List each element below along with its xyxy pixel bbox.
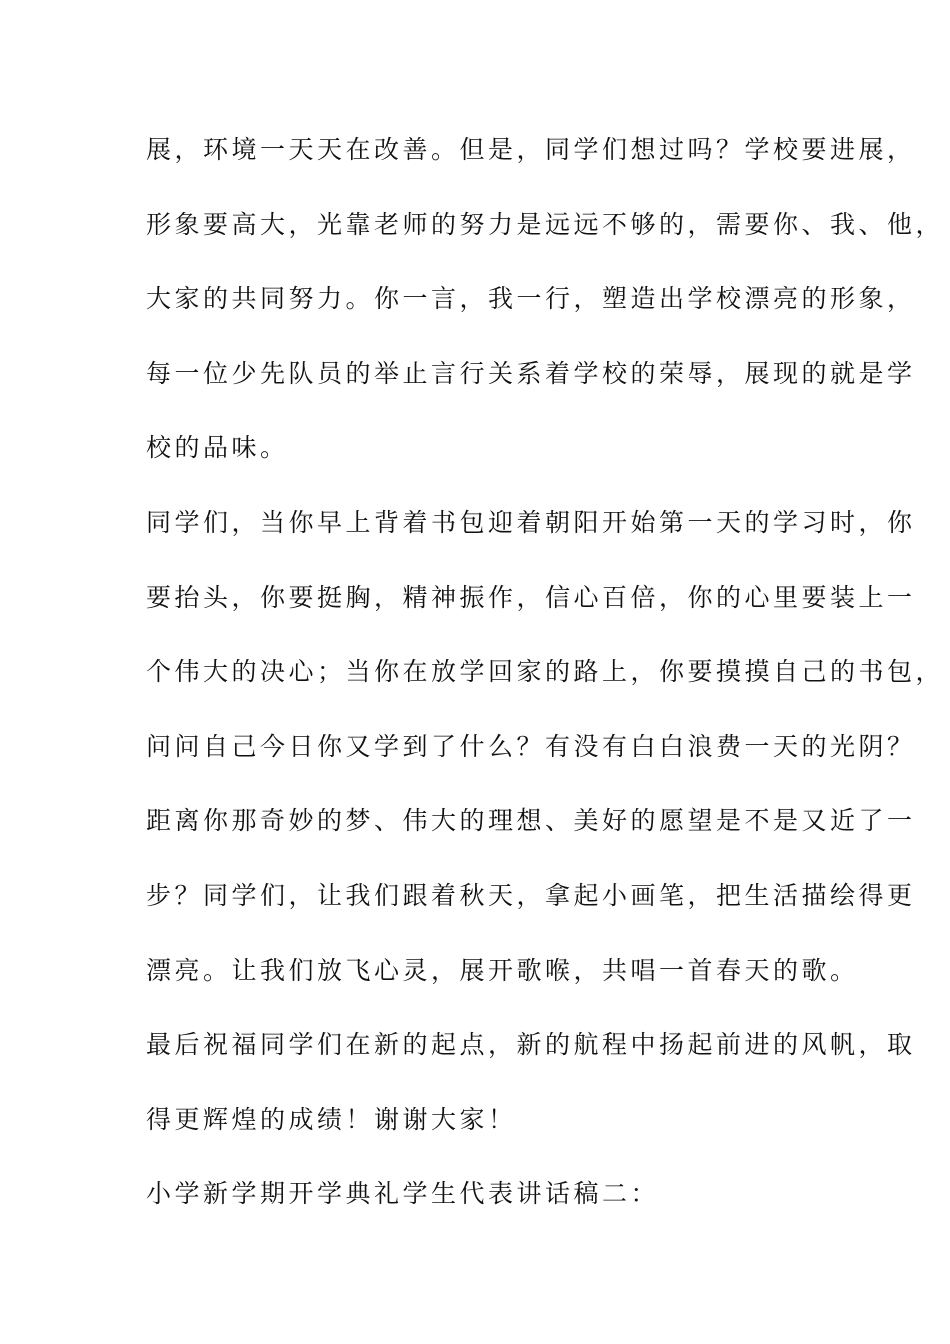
text-line: 校的品味。 xyxy=(146,433,289,463)
text-line: 距离你那奇妙的梦、伟大的理想、美好的愿望是不是又近了一 xyxy=(146,806,916,836)
text-line: 得更辉煌的成绩！谢谢大家！ xyxy=(146,1104,517,1134)
text-line: 漂亮。让我们放飞心灵，展开歌喉，共唱一首春天的歌。 xyxy=(146,955,859,985)
text-line: 展，环境一天天在改善。但是，同学们想过吗？学校要进展， xyxy=(146,135,916,164)
text-line: 问问自己今日你又学到了什么？有没有白白浪费一天的光阴？ xyxy=(146,731,916,761)
section-heading: 小学新学期开学典礼学生代表讲话稿二： xyxy=(146,1179,660,1209)
text-line: 形象要高大，光靠老师的努力是远远不够的，需要你、我、他， xyxy=(146,209,945,239)
text-line: 大家的共同努力。你一言，我一行，塑造出学校漂亮的形象， xyxy=(146,284,916,314)
text-line: 要抬头，你要挺胸，精神振作，信心百倍，你的心里要装上一 xyxy=(146,582,916,612)
text-line: 个伟大的决心；当你在放学回家的路上，你要摸摸自己的书包， xyxy=(146,657,945,687)
text-line: 步？同学们，让我们跟着秋天，拿起小画笔，把生活描绘得更 xyxy=(146,880,916,910)
text-line: 每一位少先队员的举止言行关系着学校的荣辱，展现的就是学 xyxy=(146,358,916,388)
body-text xyxy=(146,125,945,1244)
text-line: 最后祝福同学们在新的起点，新的航程中扬起前进的风帆，取 xyxy=(146,1030,916,1060)
text-line: 同学们，当你早上背着书包迎着朝阳开始第一天的学习时，你 xyxy=(146,507,916,537)
